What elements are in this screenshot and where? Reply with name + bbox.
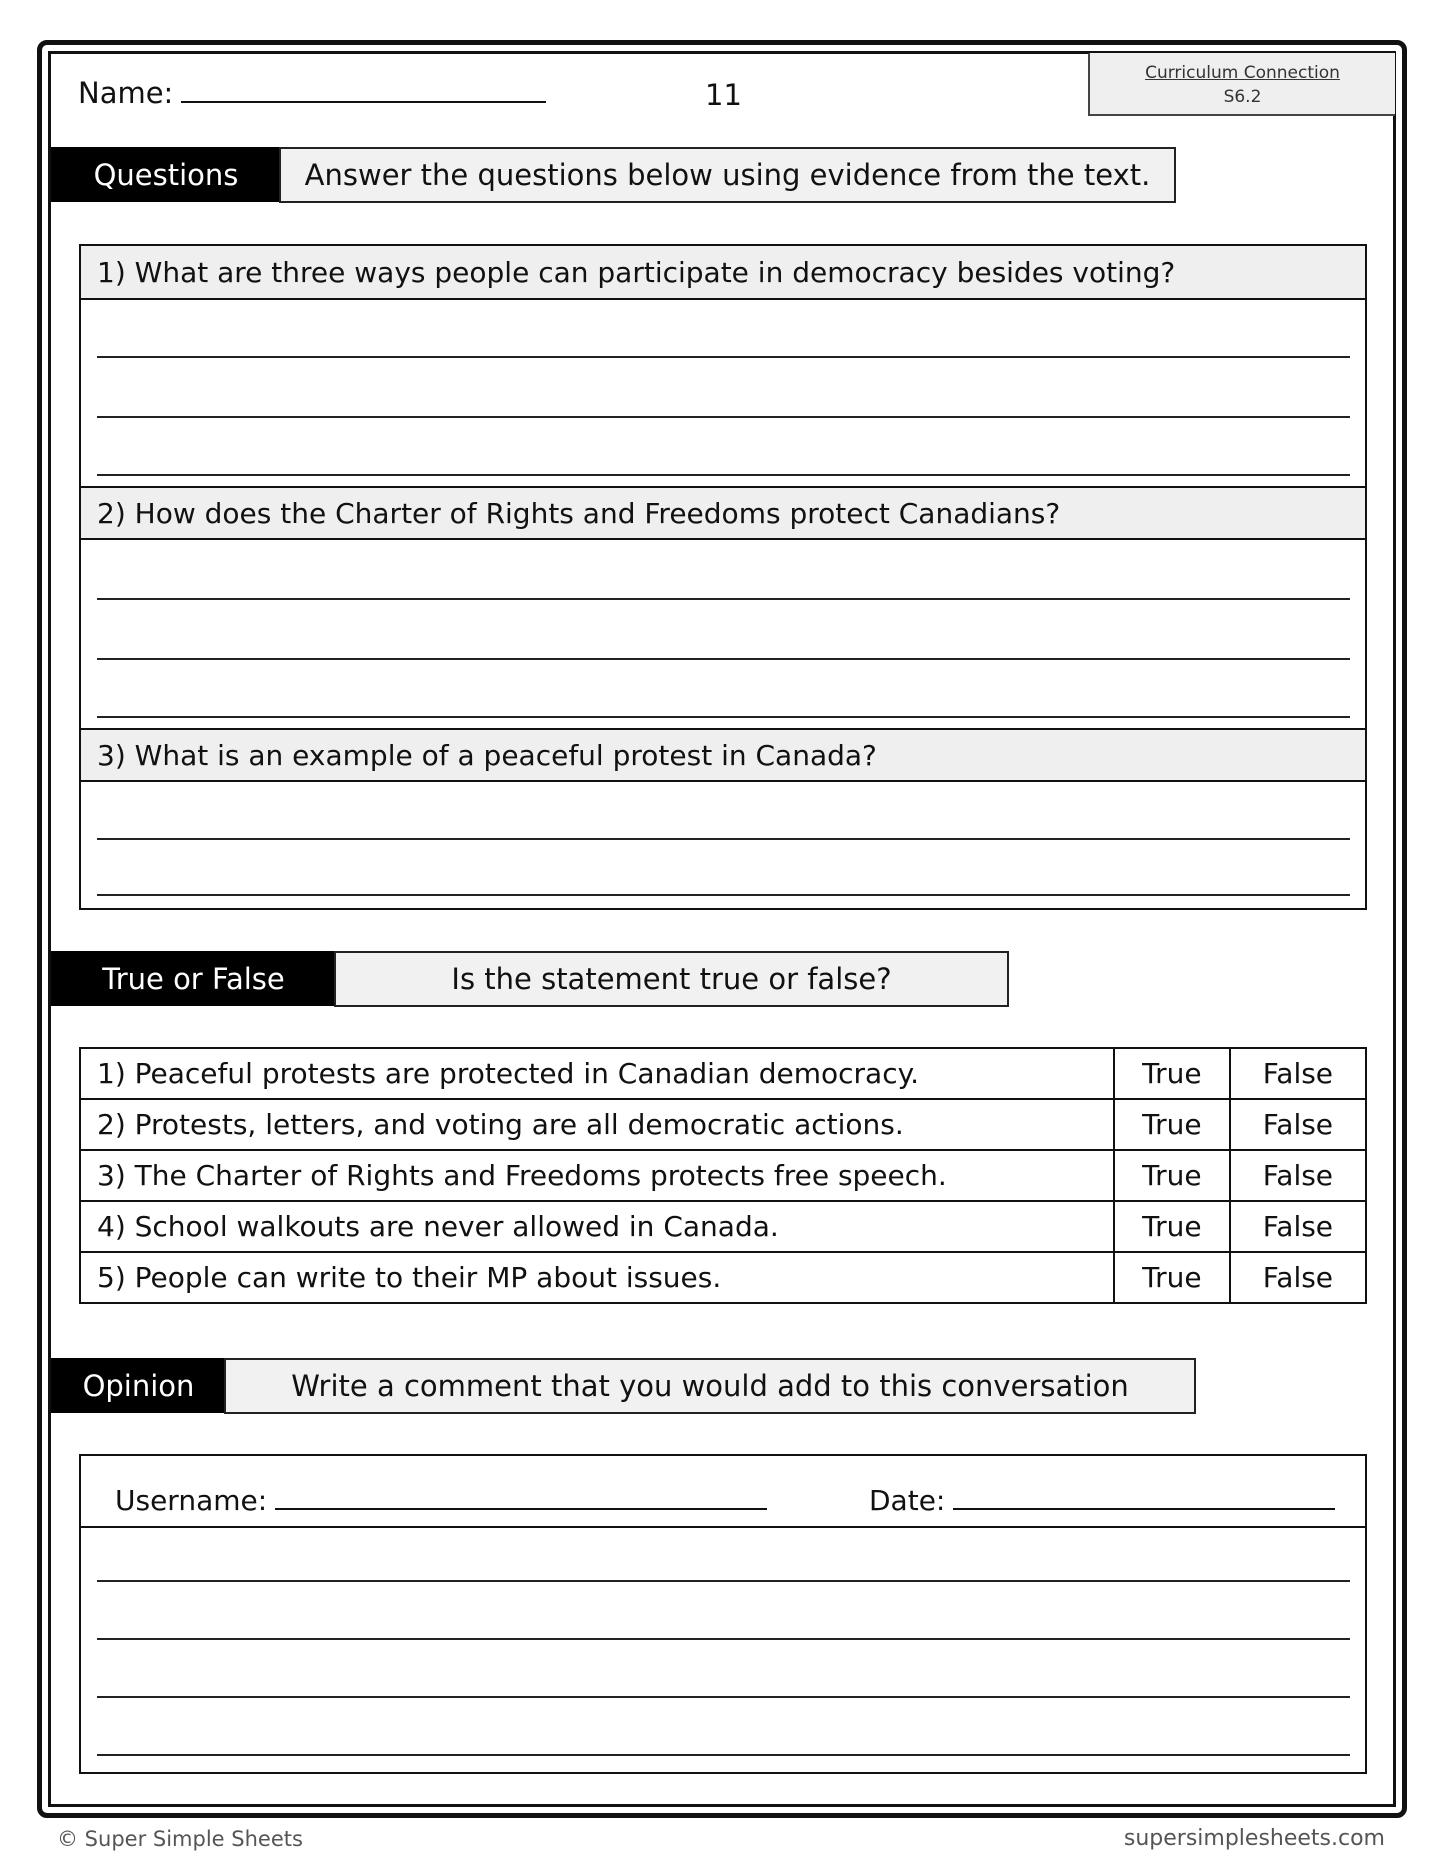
true-option[interactable]: True xyxy=(1114,1150,1230,1201)
table-row xyxy=(80,1048,1366,1099)
false-option[interactable]: False xyxy=(1230,1048,1366,1099)
false-option[interactable]: False xyxy=(1230,1099,1366,1150)
opinion-header-row xyxy=(81,1456,1365,1528)
questions-instruction: Answer the questions below using evidence from the text. xyxy=(279,147,1176,203)
username-line[interactable] xyxy=(275,1484,767,1510)
question-2: 2) How does the Charter of Rights and Freedoms protect Canadians? xyxy=(81,486,1365,540)
comment-line[interactable] xyxy=(97,1638,1350,1640)
table-row xyxy=(80,1150,1366,1201)
question-3: 3) What is an example of a peaceful protest in Canada? xyxy=(81,728,1365,782)
comment-line[interactable] xyxy=(97,1580,1350,1582)
answer-line[interactable] xyxy=(97,416,1350,418)
date-field[interactable] xyxy=(869,1484,1335,1517)
name-field[interactable] xyxy=(78,76,546,110)
answer-line[interactable] xyxy=(97,658,1350,660)
false-option[interactable]: False xyxy=(1230,1252,1366,1303)
table-row xyxy=(80,1252,1366,1303)
answer-line[interactable] xyxy=(97,598,1350,600)
username-field[interactable] xyxy=(115,1484,767,1517)
comment-line[interactable] xyxy=(97,1754,1350,1756)
page-number: 11 xyxy=(705,78,742,112)
date-line[interactable] xyxy=(953,1484,1335,1510)
name-label: Name: xyxy=(78,76,174,110)
true-false-instruction: Is the statement true or false? xyxy=(334,951,1009,1007)
statement-text: 5) People can write to their MP about issues. xyxy=(80,1252,1114,1303)
answer-line[interactable] xyxy=(97,716,1350,718)
false-option[interactable]: False xyxy=(1230,1201,1366,1252)
true-option[interactable]: True xyxy=(1114,1201,1230,1252)
curriculum-title: Curriculum Connection xyxy=(1145,63,1340,83)
table-row xyxy=(80,1201,1366,1252)
username-label: Username: xyxy=(115,1484,268,1517)
opinion-section-label: Opinion xyxy=(51,1358,226,1413)
question-1: 1) What are three ways people can participate in democracy besides voting? xyxy=(81,246,1365,300)
website-text: supersimplesheets.com xyxy=(1123,1826,1385,1851)
opinion-instruction: Write a comment that you would add to this conversation xyxy=(224,1358,1196,1414)
statement-text: 3) The Charter of Rights and Freedoms protects free speech. xyxy=(80,1150,1114,1201)
comment-line[interactable] xyxy=(97,1696,1350,1698)
true-option[interactable]: True xyxy=(1114,1099,1230,1150)
true-option[interactable]: True xyxy=(1114,1048,1230,1099)
curriculum-code: S6.2 xyxy=(1223,87,1262,107)
date-label: Date: xyxy=(869,1484,946,1517)
opinion-box xyxy=(79,1454,1367,1774)
questions-box xyxy=(79,244,1367,910)
questions-section-label: Questions xyxy=(51,147,281,202)
true-false-section-label: True or False xyxy=(51,951,336,1006)
curriculum-connection-box xyxy=(1088,53,1395,116)
statement-text: 1) Peaceful protests are protected in Canadian democracy. xyxy=(80,1048,1114,1099)
answer-line[interactable] xyxy=(97,474,1350,476)
answer-line[interactable] xyxy=(97,838,1350,840)
true-false-table xyxy=(79,1047,1367,1304)
answer-line[interactable] xyxy=(97,356,1350,358)
false-option[interactable]: False xyxy=(1230,1150,1366,1201)
statement-text: 4) School walkouts are never allowed in Canada. xyxy=(80,1201,1114,1252)
answer-line[interactable] xyxy=(97,894,1350,896)
statement-text: 2) Protests, letters, and voting are all democratic actions. xyxy=(80,1099,1114,1150)
copyright-text: © Super Simple Sheets xyxy=(57,1827,303,1851)
table-row xyxy=(80,1099,1366,1150)
name-line[interactable] xyxy=(181,77,546,103)
true-option[interactable]: True xyxy=(1114,1252,1230,1303)
